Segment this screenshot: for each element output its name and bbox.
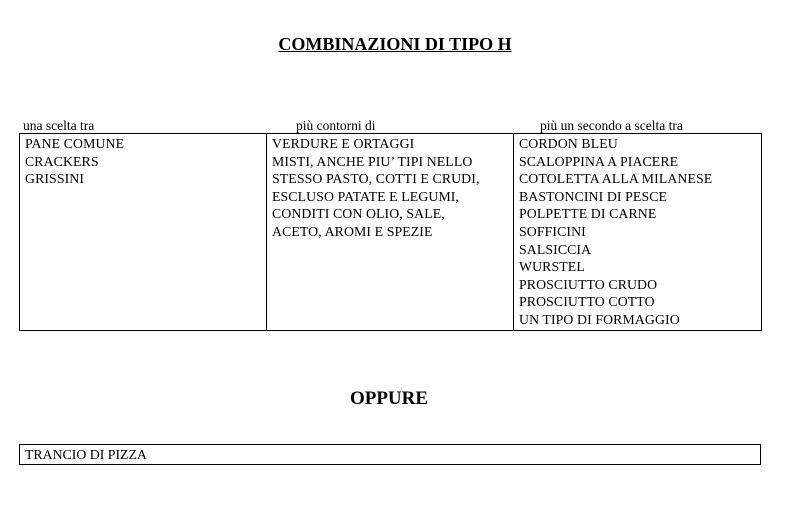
- list-item: PROSCIUTTO CRUDO: [519, 276, 658, 292]
- list-item: PANE COMUNE: [25, 136, 125, 151]
- list-item: BASTONCINI DI PESCE: [519, 188, 668, 204]
- list-item: UN TIPO DI FORMAGGIO: [519, 311, 680, 327]
- page-title: COMBINAZIONI DI TIPO H: [278, 34, 512, 54]
- list-item: CRACKERS: [25, 153, 99, 169]
- list-item: SALSICCIA: [519, 241, 592, 257]
- mains-cell: [514, 134, 762, 331]
- column-header-mains: più un secondo a scelta tra: [540, 118, 683, 133]
- list-item: CORDON BLEU: [519, 136, 618, 151]
- bread-cell: [20, 134, 267, 331]
- list-item: WURSTEL: [519, 259, 585, 275]
- alternative-box: [19, 444, 761, 465]
- sides-cell: [267, 134, 514, 331]
- column-header-bread: una scelta tra: [23, 118, 95, 133]
- column-header-sides: più contorni di: [296, 118, 376, 133]
- list-item: COTOLETTA ALLA MILANESE: [519, 171, 713, 187]
- list-item: POLPETTE DI CARNE: [519, 206, 657, 222]
- menu-table: [19, 133, 762, 331]
- alternative-heading: OPPURE: [349, 388, 429, 409]
- list-item: SCALOPPINA A PIACERE: [519, 153, 679, 169]
- text-line: ESCLUSO PATATE E LEGUMI,: [272, 188, 460, 204]
- text-line: STESSO PASTO, COTTI E CRUDI,: [272, 171, 480, 187]
- list-item: GRISSINI: [25, 171, 85, 187]
- text-line: MISTI, ANCHE PIU’ TIPI NELLO: [272, 153, 473, 169]
- list-item: PROSCIUTTO COTTO: [519, 294, 655, 310]
- alternative-item: TRANCIO DI PIZZA: [25, 447, 147, 462]
- list-item: SOFFICINI: [519, 223, 586, 239]
- text-line: CONDITI CON OLIO, SALE,: [272, 206, 445, 222]
- text-line: VERDURE E ORTAGGI: [272, 136, 415, 151]
- table-row: [20, 134, 762, 331]
- text-line: ACETO, AROMI E SPEZIE: [272, 223, 433, 239]
